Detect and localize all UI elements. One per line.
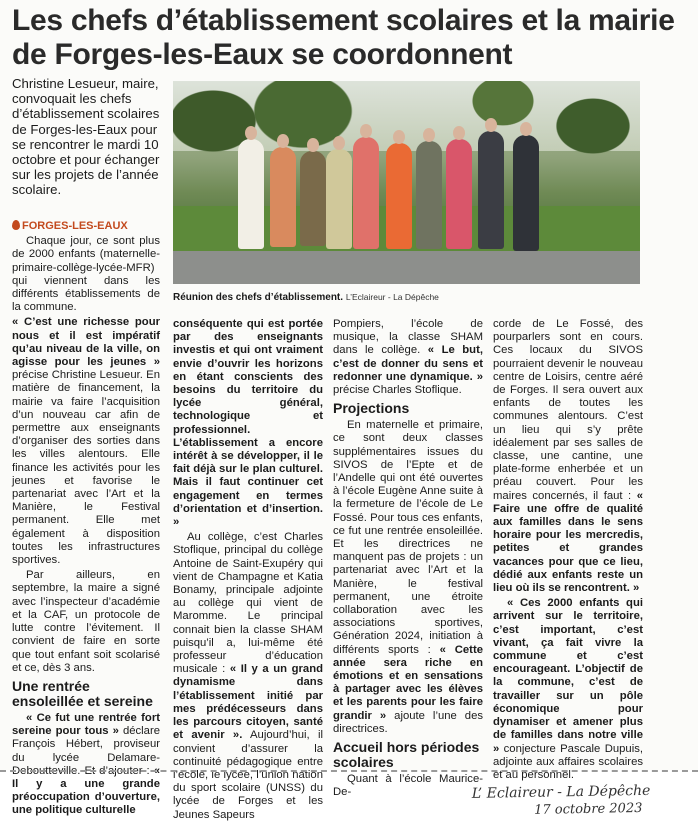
paragraph [173,318,323,529]
paragraph-text: corde de Le Fossé, des pourparlers sont en cours. Ces locaux du SIVOS pourraient devenir le nouveau centre de Loisirs, centre aéré de Forges. Il sera ouvert aux enfants de toutes les communes alentours. C’est un lieu qui s’y prête idéalement par ses salles de classe, une cantine, une plate-forme enherbée et un préau couvert. Pour les maires concernés, il faut : [493,318,643,502]
dateline [12,220,160,233]
quote: conséquente qui est portée par des enseignants investis et qui ont vraiment envie d’ouvrir les horizons en étant conscients des besoins du territoire du lycée général, technologique et professionnel. L’établissement a encore intérêt à se développer, il le fait déjà sur le plan culturel. Mais il faut continuer cet engagement en termes d’orientation et d’insertion. » [173,318,323,529]
paragraph-text: déclare François Hébert, proviseur du lycée Delamare-Deboutteville. Et d’ajouter : [12,725,160,777]
cut-line [0,770,698,772]
paragraph: Chaque jour, ce sont plus de 2000 enfants (maternelle-primaire-collège-lycée-MFR) qui viennent dans les différents établissements de la commune. [12,235,160,314]
quote: « Le but, c’est de donner du sens et redonner une dynamique. » [333,344,483,383]
subheading: Accueil hors périodes scolaires [333,739,480,771]
quote: « Ce fut une rentrée fort sereine pour tous » [12,711,160,738]
paragraph [12,316,160,567]
paragraph [493,318,643,595]
person-figure [300,151,326,246]
person-figure [513,135,539,251]
article-column-2 [173,318,323,824]
quote: « Cette année sera riche en émotions et en sensations à partager avec les élèves et les parents pour les faire grandir » [333,643,483,722]
person-figure [326,149,352,249]
subheading: Une rentrée ensoleillée et sereine [12,677,153,709]
quote: « Il y a une grande préoccupation d’ouverture, une politique culturelle [12,764,160,817]
person-figure [386,143,412,249]
article-headline: Les chefs d’établissement scolaires et la mairie de Forges-les-Eaux se coordonnent [12,4,675,71]
paragraph-text: précise Charles Stoflique. [333,384,462,397]
quote: « Faire une offre de qualité aux familles dans le sens horaire pour les mercredis, petites et grandes vacances pour que ce lieu, dédié aux enfants reste un lieu où ils se rencontrent. » [493,489,643,595]
handwritten-source-note [472,782,693,820]
caption-text: Réunion des chefs d’établissement. [173,292,344,303]
person-figure [270,147,296,247]
paragraph [333,318,483,397]
paragraph [173,531,323,821]
paragraph-text: Au collège, c’est Charles Stoflique, principal du collège Antoine de Saint-Exupéry qui vient de Champagne et Katia Bonamy, principale adjointe au collège qui vient de Maromme. Le principal connait bien la classe SHAM puisqu’il a, lui-même été professeur d’éducation musicale : [173,531,323,676]
paragraph: Par ailleurs, en septembre, la maire a signé avec l’inspecteur d’académie et la CAF, un protocole de lutte contre l’évitement. Il convient de faire en sorte que tout enfant soit scolarisé et ce, dès 3 ans. [12,569,160,674]
article-lead: Christine Lesueur, maire, convoquait les chefs d’établissement scolaires de Forges-les-Eaux pour se rencontrer le mardi 10 octobre et pour échanger sur les projets de l’année scolaire. [12,76,160,198]
quote: « Ces 2000 enfants qui arrivent sur le territoire, c’est important, c’est vivant, ça fait vivre la commune et c’est encourageant. L’objectif de la commune, c’est de travailler sur un pôle économique pour dynamiser et amener plus de familles dans notre ville » [493,597,643,755]
paragraph: Quant à l’école Maurice-De- [333,773,483,799]
location-pin-icon [12,220,20,230]
dateline-text: FORGES-LES-EAUX [22,220,128,232]
paragraph [333,419,483,736]
paragraph [12,712,160,818]
article-column-4 [493,318,643,784]
photo-people-group [228,109,618,269]
group-photo [173,81,640,284]
article-column-3 [333,318,483,802]
handwritten-source: L’ Eclaireur - La Dépêche [471,782,651,802]
paragraph-text: En maternelle et primaire, ce sont deux classes supplémentaires issues du SIVOS de l’Epte et de l’Andelle qui ont été ouvertes à l’école Eugène Anne suite à la fermeture de l’école de Le Fossé. Pour tous ces enfants, ce fut une rentrée ensoleillée. Et les directrices ne manquent pas de projets : un partenariat avec l’Art et la Manière, le festival permanent, une étroite collaboration avec les associations sportives, Génération 2024, initiation à différents sports : [333,419,483,656]
handwritten-date: 17 octobre 2023 [534,800,643,818]
photo-caption [173,291,643,304]
article-column-1 [12,220,160,820]
paragraph-text: précise Christine Lesueur. En matière de financement, la mairie va faire l’acquisition d’un nouveau car afin de permettre aux enseignants d’organiser des sorties dans les villes alentours. Elle finance les activités pour les jeunes et favorise le partenariat avec l’Art et la Manière, le Festival permanent. Elle met également à disposition toutes les infrastructures sportives. [12,369,160,567]
paragraph-text: conjecture Pascale Dupuis, adjointe aux affaires scolaires et au personnel. [493,742,643,781]
person-figure [238,139,264,249]
person-figure [446,139,472,249]
paragraph-text: Pompiers, l’école de musique, la classe SHAM dans le collège. [333,318,483,357]
person-figure [478,131,504,249]
quote: « C’est une richesse pour nous et il est impératif qu’au niveau de la ville, on agisse pour les jeunes » [12,316,160,369]
subheading: Projections [333,400,410,417]
paragraph [493,597,643,782]
photo-credit: L’Eclaireur - La Dépêche [345,292,439,302]
person-figure [416,141,442,249]
person-figure [353,137,379,249]
paragraph-text: Aujourd’hui, il convient d’assurer la continuité pédagogique entre l’école, le lycée, l’union nation du sport scolaire (UNSS) du lycée de Forges et les Jeunes Sapeurs [173,729,323,821]
quote: « Il y a un grand dynamisme dans l’établissement initié par mes prédécesseurs dans les parcours citoyen, santé et avenir ». [173,663,323,742]
paragraph-text: ajoute l’une des directrices. [333,709,483,735]
